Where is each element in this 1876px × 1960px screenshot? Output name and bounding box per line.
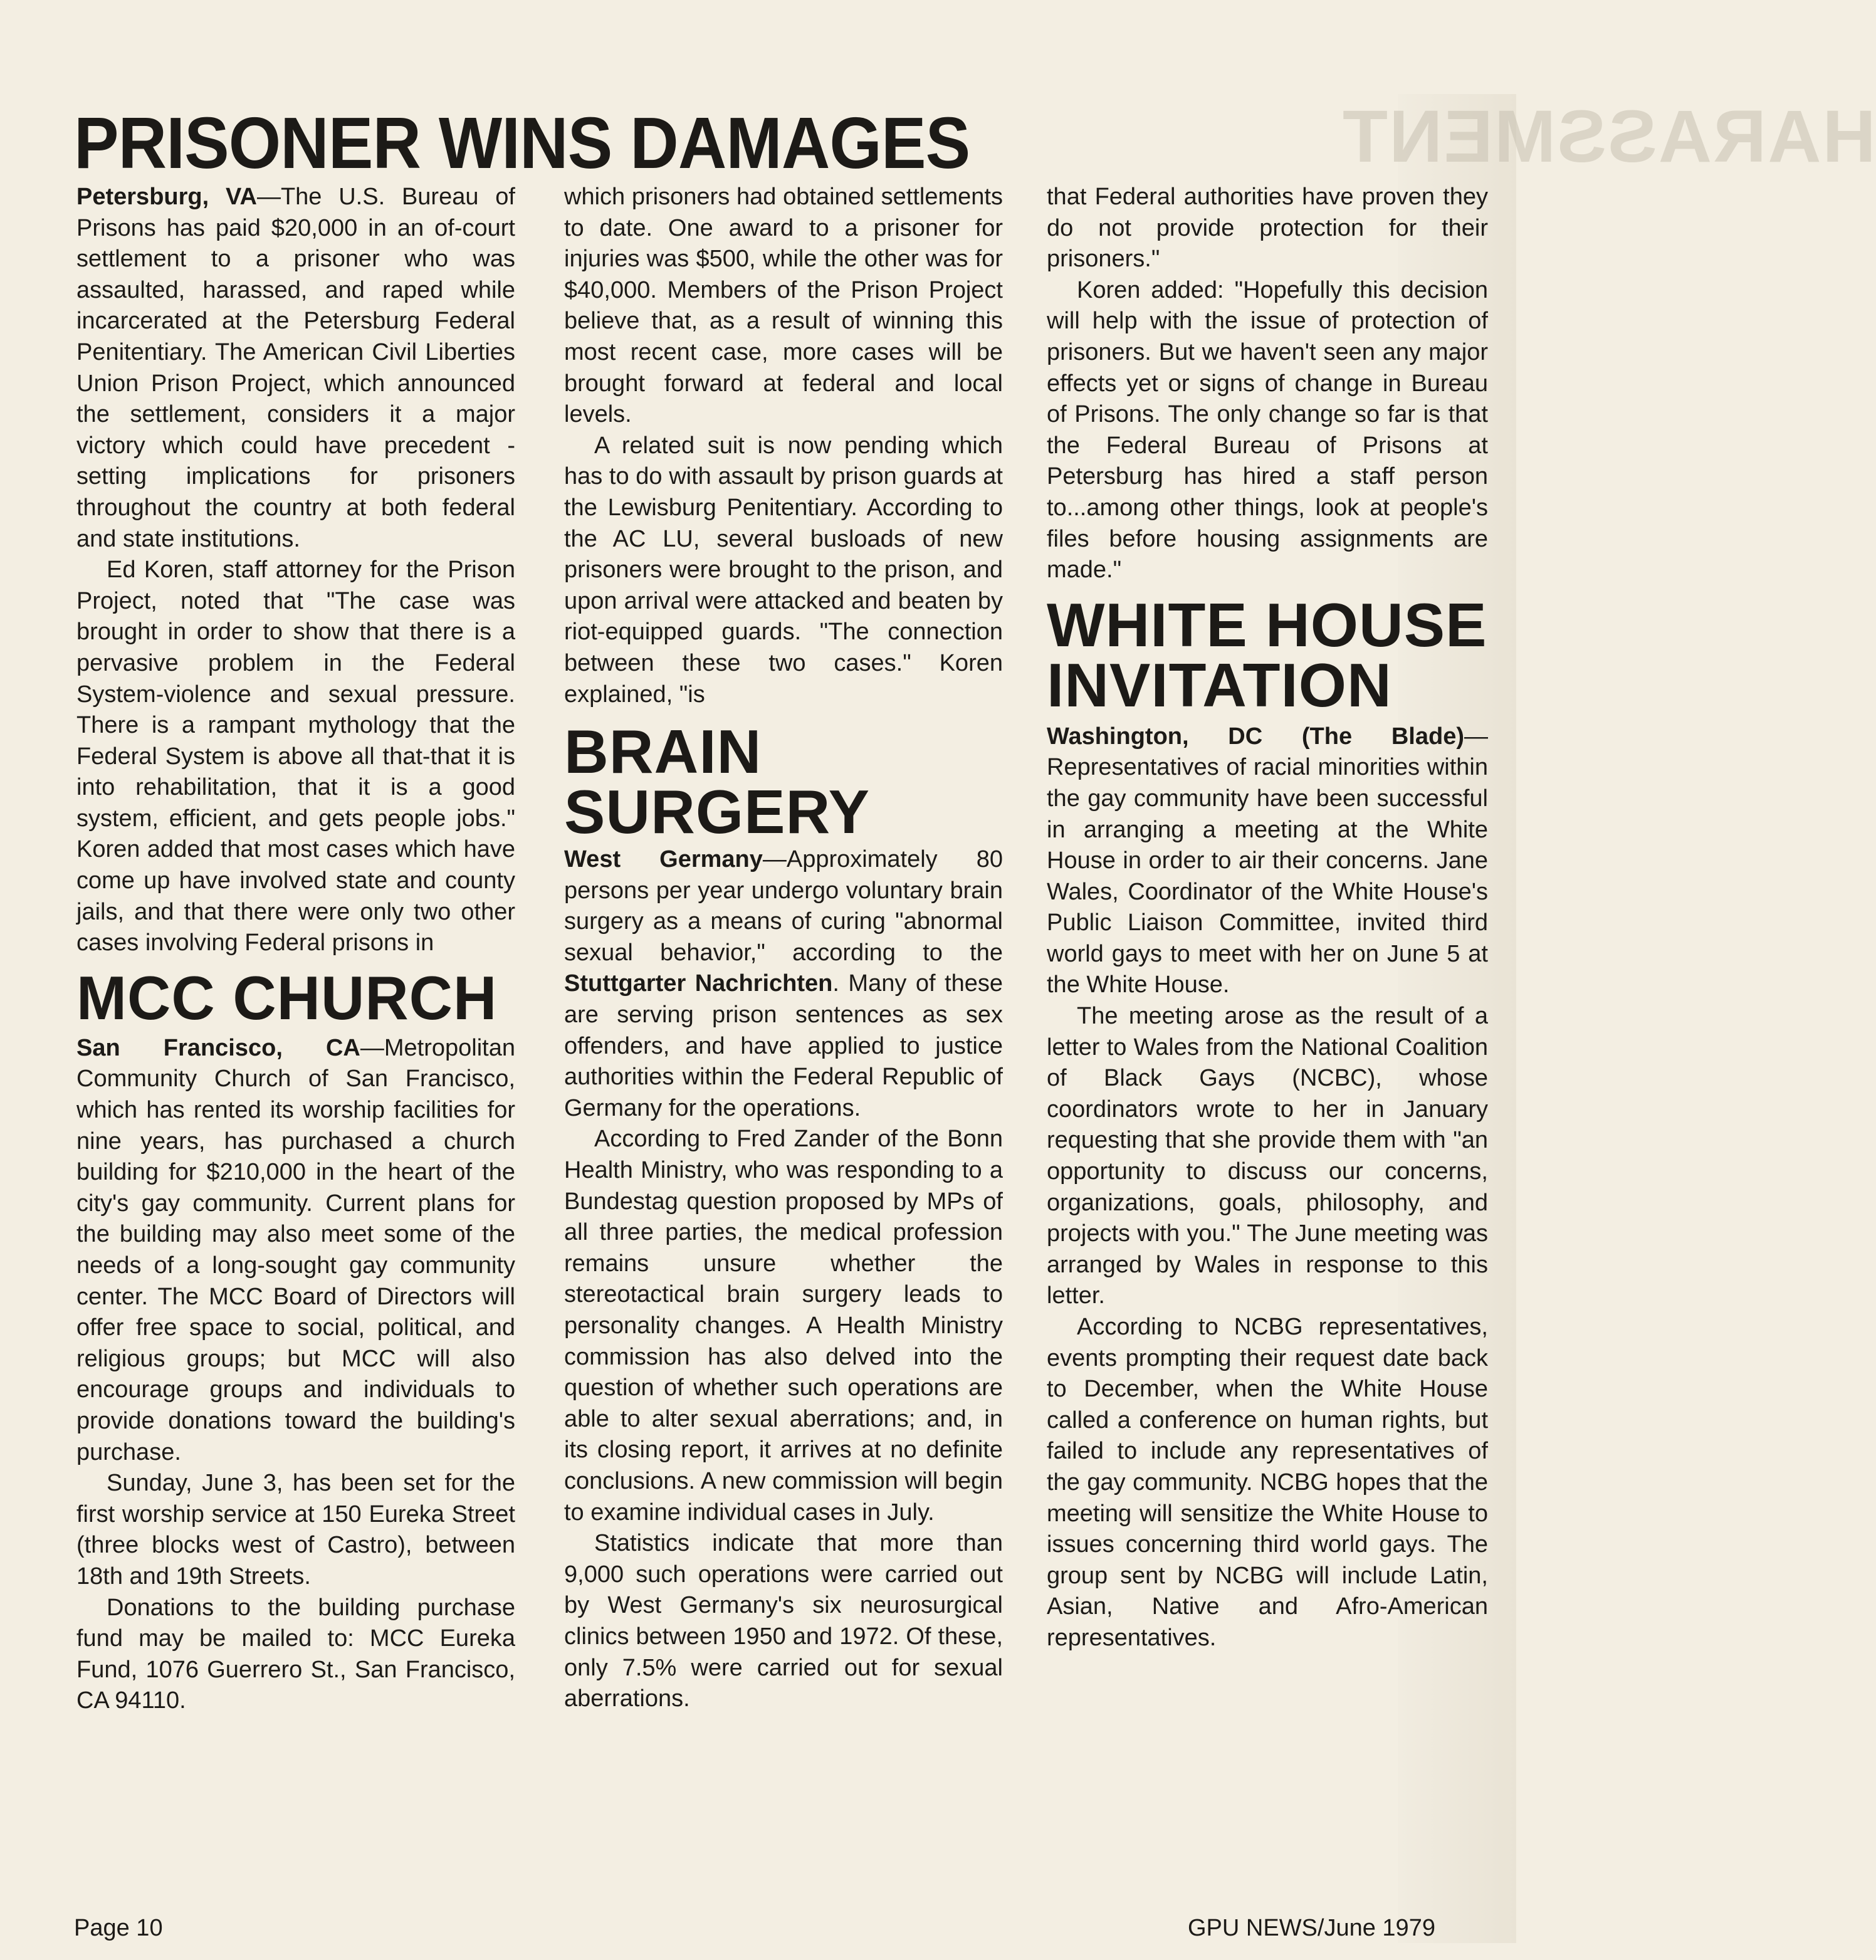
mcc-church-headline: MCC CHURCH xyxy=(76,963,498,1032)
article3-paragraph-1: West Germany—Approximately 80 persons per year undergo voluntary brain surgery as a means of curing "abnormal sexual behavior," according to the Stuttgarter Nachrichten. Many of these are serving prison sentences as sex offenders, and have applied to justice authorities within the Federal Republic of Germany for the operations. xyxy=(564,846,1003,1121)
column-3 xyxy=(1047,182,1488,1654)
article4-paragraph-3: According to NCBG representatives, events prompting their request date back to December, when the White House called a conference on human rights, but failed to include any representatives of the gay community. NCBG hopes that the meeting will sensitize the White House to issues concerning third world gays. The group sent by NCBG will include Latin, Asian, Native and Afro-American representatives. xyxy=(1047,1314,1488,1651)
article2-dateline: San Francisco, CA xyxy=(76,1034,360,1061)
article3-dateline: West Germany xyxy=(564,846,763,873)
article1-paragraph-3: A related suit is now pending which has to do with assault by prison guards at the Lewisburg Penitentiary. According to the AC LU, several busloads of new prisoners were brought to the prison, and upon arrival were attacked and beaten by riot-equipped guards. "The connection between these two cases." Koren explained, "is xyxy=(564,432,1003,708)
article3-source-name: Stuttgarter Nachrichten xyxy=(564,970,833,997)
article1-paragraph-3-continued: that Federal authorities have proven they do not provide protection for their prisoners." xyxy=(1047,184,1488,273)
main-headline: PRISONER WINS DAMAGES xyxy=(74,102,970,184)
article4-paragraph-2: The meeting arose as the result of a letter to Wales from the National Coalition of Black Gays (NCBC), whose coordinators wrote to her in January requesting that she provide them with "an opportunity to discuss our concerns, organizations, goals, philosophy, and projects with you." The June meeting was arranged by Wales in response to this letter. xyxy=(1047,1003,1488,1309)
page-number: Page 10 xyxy=(74,1915,163,1941)
brain-surgery-headline: BRAIN SURGERY xyxy=(564,717,871,847)
article1-paragraph-4: Koren added: "Hopefully this decision will help with the issue of protection of prisoners. But we haven't seen any major effects yet or signs of change in Bureau of Prisons. The only change so far is that the Federal Bureau of Prisons at Petersburg has hired a staff person to...among other things, look at people's files before housing assignments are made." xyxy=(1047,276,1488,584)
article2-paragraph-2: Sunday, June 3, has been set for the first worship service at 150 Eureka Street (three blocks west of Castro), between 18th and 19th Streets. xyxy=(76,1470,515,1590)
article4-dateline: Washington, DC (The Blade) xyxy=(1047,723,1464,750)
article1-paragraph-1: Petersburg, VA—The U.S. Bureau of Prisons has paid $20,000 in an of-court settlement to a prisoner who was assaulted, harassed, and raped while incarcerated at the Petersburg Federal Penitentiary. The American Civil Liberties Union Prison Project, which announced the settlement, considers it a major victory which could have precedent -setting implications for prisoners throughout the country at both federal and state institutions. xyxy=(76,184,515,552)
article3-paragraph-3: Statistics indicate that more than 9,000 such operations were carried out by West Germany's six neurosurgical clinics between 1950 and 1972. Of these, only 7.5% were carried out for sexual aberrations. xyxy=(564,1530,1003,1712)
article2-paragraph-3: Donations to the building purchase fund may be mailed to: MCC Eureka Fund, 1076 Guerrero St., San Francisco, CA 94110. xyxy=(76,1594,515,1714)
article4-paragraph-1: Washington, DC (The Blade)—Representatives of racial minorities within the gay community have been successful in arranging a meeting at the White House in order to air their concerns. Jane Wales, Coordinator of the White House's Public Liaison Committee, invited third world gays to meet with her on June 5 at the White House. xyxy=(1047,723,1488,998)
column-1 xyxy=(76,182,515,1717)
publication-issue: GPU NEWS/June 1979 xyxy=(1188,1915,1435,1941)
article2-paragraph-1: San Francisco, CA—Metropolitan Community Church of San Francisco, which has rented its worship facilities for nine years, has purchased a church building for $210,000 in the heart of the city's gay community. Current plans for the building may also meet some of the needs of a long-sought gay community center. The MCC Board of Directors will offer free space to social, political, and religious groups; but MCC will also encourage groups and individuals to provide donations toward the building's purchase. xyxy=(76,1034,515,1465)
article1-paragraph-2: Ed Koren, staff attorney for the Prison Project, noted that "The case was brought in order to show that there is a pervasive problem in the Federal System-violence and sexual pressure. There is a rampant mythology that the Federal System is above all that-that it is into rehabilitation, that it is a good system, efficient, and gets people jobs." Koren added that most cases which have come up have involved state and county jails, and that there were only two other cases involving Federal prisons in xyxy=(76,557,515,956)
article1-paragraph-2-continued: which prisoners had obtained settlements to date. One award to a prisoner for injuries was $500, while the other was for $40,000. Members of the Prison Project believe that, as a result of winning this most recent case, more cases will be brought forward at federal and local levels. xyxy=(564,184,1003,428)
white-house-headline: WHITE HOUSE INVITATION xyxy=(1047,590,1487,720)
bleed-through-headline: HARASSMENT xyxy=(1341,95,1876,178)
column-2 xyxy=(564,182,1003,1715)
article3-paragraph-2: According to Fred Zander of the Bonn Health Ministry, who was responding to a Bundestag question proposed by MPs of all three parties, the medical profession remains unsure whether the stereotactical brain surgery leads to personality changes. A Health Ministry commission has also delved into the question of whether such operations are able to alter sexual aberrations; and, in its closing report, it arrives at no definite conclusions. A new commission will begin to examine individual cases in July. xyxy=(564,1126,1003,1526)
article1-dateline: Petersburg, VA xyxy=(76,184,257,210)
